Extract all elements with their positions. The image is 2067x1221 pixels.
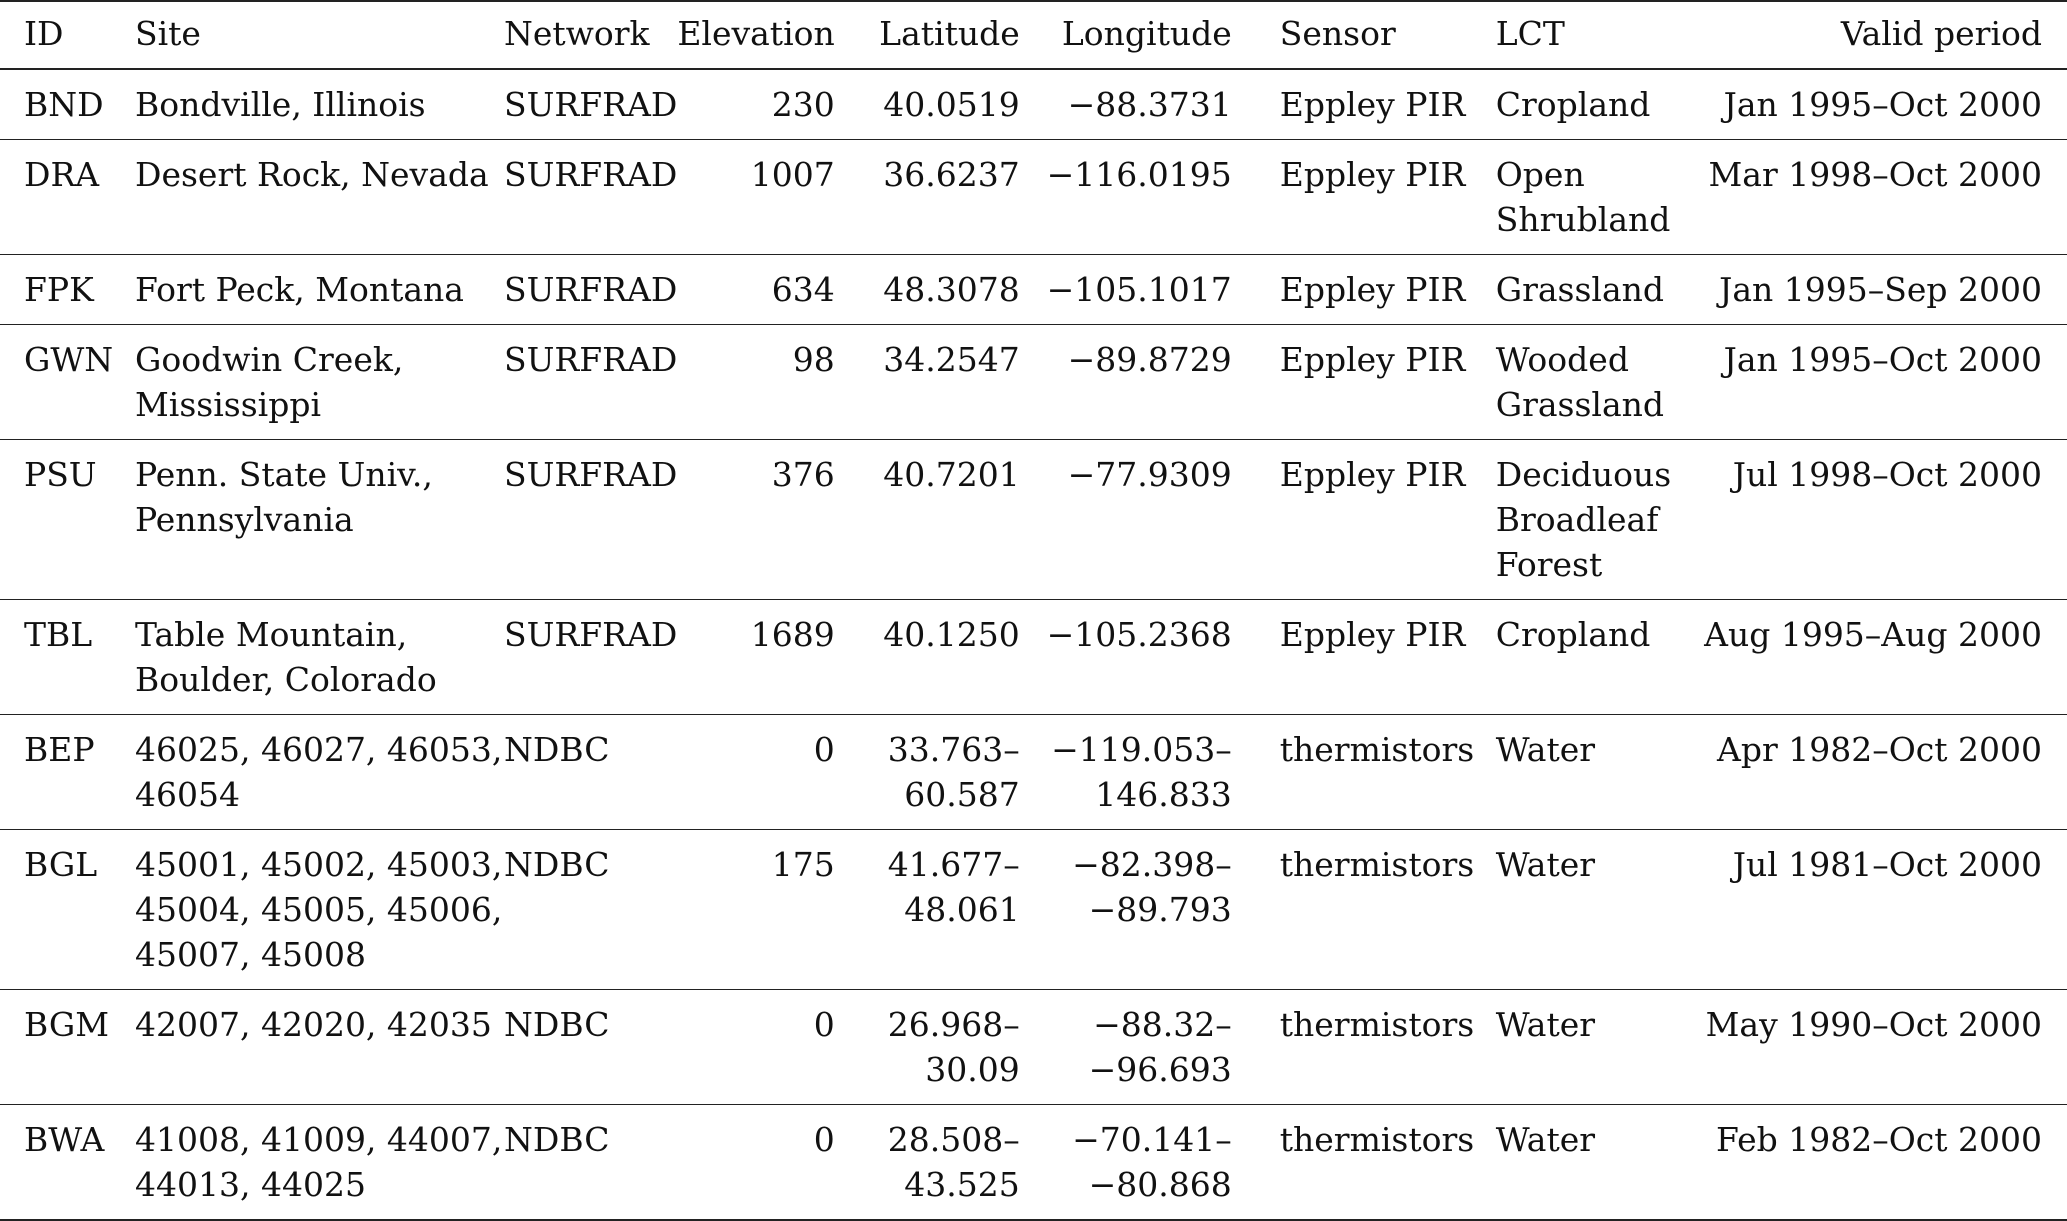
cell-latitude [835, 69, 1020, 140]
cell-site [135, 715, 504, 830]
cell-lct-line: Shrubland [1495, 200, 1671, 239]
cell-id: FPK [24, 270, 94, 309]
cell-id: BEP [24, 730, 95, 769]
cell-longitude-line: −96.693 [1088, 1050, 1232, 1089]
cell-id: BGL [24, 845, 98, 884]
cell-site-line: Desert Rock, Nevada [135, 155, 489, 194]
cell-latitude-line: 48.3078 [883, 270, 1020, 309]
cell-latitude [835, 440, 1020, 600]
cell-valid-period: May 1990–Oct 2000 [1705, 1005, 2042, 1044]
cell-lct-line: Open [1495, 155, 1585, 194]
cell-site [135, 255, 504, 325]
cell-latitude-line: 33.763– [887, 730, 1020, 769]
cell-site [135, 440, 504, 600]
cell-longitude-line: −105.2368 [1046, 615, 1232, 654]
cell-site-line: Boulder, Colorado [135, 660, 437, 699]
cell-sensor: Eppley PIR [1279, 340, 1466, 379]
cell-valid-period: Feb 1982–Oct 2000 [1716, 1120, 2042, 1159]
cell-latitude [835, 140, 1020, 255]
cell-lct-line: Water [1495, 730, 1596, 769]
cell-longitude [1020, 715, 1232, 830]
cell-longitude [1020, 255, 1232, 325]
cell-longitude-line: −88.3731 [1067, 85, 1232, 124]
cell-network: SURFRAD [504, 155, 678, 194]
cell-lct-line: Cropland [1495, 615, 1651, 654]
cell-latitude-line: 26.968– [887, 1005, 1020, 1044]
cell-lct [1496, 69, 1671, 140]
table-row [0, 255, 2067, 325]
cell-sensor: Eppley PIR [1279, 455, 1466, 494]
cell-id: BWA [24, 1120, 105, 1159]
table-body [0, 69, 2067, 1220]
cell-lct [1496, 325, 1671, 440]
cell-longitude-line: −77.9309 [1067, 455, 1232, 494]
cell-latitude-line: 40.0519 [883, 85, 1020, 124]
cell-sensor: thermistors [1279, 1005, 1475, 1044]
cell-longitude-line: −89.8729 [1067, 340, 1232, 379]
cell-id: TBL [24, 615, 93, 654]
cell-latitude-line: 40.1250 [883, 615, 1020, 654]
table-row [0, 140, 2067, 255]
cell-longitude-line: −105.1017 [1046, 270, 1232, 309]
cell-site [135, 1105, 504, 1221]
cell-lct-line: Water [1495, 845, 1596, 884]
header-row [0, 1, 2067, 69]
cell-latitude [835, 600, 1020, 715]
header-valid-period: Valid period [1840, 14, 2042, 53]
cell-longitude-line: −80.868 [1088, 1165, 1232, 1204]
cell-lct [1496, 600, 1671, 715]
cell-site-line: 46054 [135, 775, 240, 814]
cell-lct [1496, 140, 1671, 255]
cell-lct-line: Grassland [1495, 270, 1665, 309]
cell-longitude [1020, 69, 1232, 140]
cell-sensor: Eppley PIR [1279, 155, 1466, 194]
cell-site [135, 140, 504, 255]
cell-longitude-line: −89.793 [1088, 890, 1232, 929]
cell-id: PSU [24, 455, 97, 494]
cell-lct-line: Wooded [1495, 340, 1629, 379]
header-longitude: Longitude [1061, 14, 1232, 53]
cell-site-line: Penn. State Univ., [135, 455, 433, 494]
table-row [0, 990, 2067, 1105]
cell-id: GWN [24, 340, 114, 379]
cell-latitude-line: 41.677– [887, 845, 1020, 884]
cell-longitude-line: −116.0195 [1046, 155, 1232, 194]
cell-valid-period: Jul 1981–Oct 2000 [1732, 845, 2042, 884]
cell-site [135, 830, 504, 990]
cell-longitude [1020, 600, 1232, 715]
cell-latitude-line: 36.6237 [883, 155, 1020, 194]
cell-network: SURFRAD [504, 340, 678, 379]
cell-site-line: Pennsylvania [135, 500, 354, 539]
cell-site-line: Table Mountain, [135, 615, 408, 654]
cell-lct [1496, 255, 1671, 325]
header-network: Network [504, 14, 650, 53]
cell-valid-period: Aug 1995–Aug 2000 [1704, 615, 2042, 654]
cell-longitude [1020, 325, 1232, 440]
cell-site [135, 990, 504, 1105]
cell-sensor: Eppley PIR [1279, 85, 1466, 124]
cell-network: NDBC [504, 730, 610, 769]
cell-lct-line: Grassland [1495, 385, 1665, 424]
cell-valid-period: Mar 1998–Oct 2000 [1708, 155, 2042, 194]
cell-longitude [1020, 830, 1232, 990]
cell-lct-line: Deciduous [1495, 455, 1672, 494]
cell-longitude-line: −82.398– [1072, 845, 1232, 884]
cell-site [135, 600, 504, 715]
cell-elevation: 0 [813, 1005, 835, 1044]
cell-longitude-line: −70.141– [1072, 1120, 1232, 1159]
cell-latitude-line: 43.525 [904, 1165, 1020, 1204]
cell-latitude-line: 40.7201 [883, 455, 1020, 494]
cell-network: NDBC [504, 845, 610, 884]
cell-latitude [835, 715, 1020, 830]
table-row [0, 830, 2067, 990]
cell-valid-period: Jan 1995–Sep 2000 [1719, 270, 2042, 309]
cell-elevation: 634 [771, 270, 835, 309]
cell-latitude [835, 990, 1020, 1105]
cell-site-line: 45001, 45002, 45003, [135, 845, 503, 884]
cell-longitude-line: −119.053– [1051, 730, 1232, 769]
cell-lct-line: Cropland [1495, 85, 1651, 124]
cell-longitude-line: −88.32– [1093, 1005, 1232, 1044]
cell-network: SURFRAD [504, 455, 678, 494]
cell-lct [1496, 1105, 1671, 1221]
cell-sensor: thermistors [1279, 845, 1475, 884]
cell-site-line: 42007, 42020, 42035 [135, 1005, 492, 1044]
cell-network: SURFRAD [504, 615, 678, 654]
header-latitude: Latitude [879, 14, 1020, 53]
cell-site-line: 41008, 41009, 44007, [135, 1120, 503, 1159]
cell-lct [1496, 990, 1671, 1105]
cell-site-line: Mississippi [135, 385, 321, 424]
cell-site-line: 45007, 45008 [135, 935, 366, 974]
cell-sensor: Eppley PIR [1279, 270, 1466, 309]
table-row [0, 325, 2067, 440]
cell-elevation: 1689 [750, 615, 835, 654]
cell-network: SURFRAD [504, 270, 678, 309]
cell-longitude [1020, 140, 1232, 255]
cell-sensor: Eppley PIR [1279, 615, 1466, 654]
header-sensor: Sensor [1279, 14, 1396, 53]
cell-valid-period: Jul 1998–Oct 2000 [1732, 455, 2042, 494]
cell-longitude-line: 146.833 [1095, 775, 1232, 814]
header-id: ID [24, 14, 64, 53]
cell-latitude [835, 830, 1020, 990]
cell-lct-line: Water [1495, 1005, 1596, 1044]
table-row [0, 715, 2067, 830]
cell-site-line: 46025, 46027, 46053, [135, 730, 503, 769]
cell-network: SURFRAD [504, 85, 678, 124]
cell-longitude [1020, 1105, 1232, 1221]
cell-site-line: Bondville, Illinois [135, 85, 426, 124]
cell-latitude-line: 28.508– [887, 1120, 1020, 1159]
cell-lct [1496, 830, 1671, 990]
cell-elevation: 175 [771, 845, 835, 884]
cell-elevation: 230 [771, 85, 835, 124]
cell-id: BGM [24, 1005, 110, 1044]
cell-elevation: 1007 [750, 155, 835, 194]
cell-lct-line: Water [1495, 1120, 1596, 1159]
cell-network: NDBC [504, 1005, 610, 1044]
cell-elevation: 0 [813, 1120, 835, 1159]
table-row [0, 1105, 2067, 1221]
cell-site [135, 69, 504, 140]
cell-lct [1496, 440, 1671, 600]
table-header [0, 1, 2067, 69]
cell-valid-period: Jan 1995–Oct 2000 [1723, 340, 2042, 379]
table-row [0, 440, 2067, 600]
header-elevation: Elevation [677, 14, 835, 53]
cell-valid-period: Apr 1982–Oct 2000 [1717, 730, 2042, 769]
cell-lct-line: Forest [1495, 545, 1603, 584]
cell-longitude [1020, 990, 1232, 1105]
cell-latitude-line: 30.09 [925, 1050, 1020, 1089]
cell-network: NDBC [504, 1120, 610, 1159]
cell-elevation: 376 [771, 455, 835, 494]
cell-id: DRA [24, 155, 100, 194]
cell-id: BND [24, 85, 104, 124]
cell-sensor: thermistors [1279, 730, 1475, 769]
header-lct: LCT [1495, 14, 1565, 53]
cell-elevation: 98 [792, 340, 835, 379]
cell-site-line: 45004, 45005, 45006, [135, 890, 503, 929]
table-row [0, 69, 2067, 140]
cell-longitude [1020, 440, 1232, 600]
cell-valid-period: Jan 1995–Oct 2000 [1723, 85, 2042, 124]
cell-latitude-line: 60.587 [904, 775, 1020, 814]
cell-site [135, 325, 504, 440]
cell-sensor: thermistors [1279, 1120, 1475, 1159]
cell-lct-line: Broadleaf [1495, 500, 1659, 539]
cell-site-line: Goodwin Creek, [135, 340, 404, 379]
header-site: Site [135, 14, 201, 53]
table-row [0, 600, 2067, 715]
cell-site-line: 44013, 44025 [135, 1165, 366, 1204]
cell-latitude [835, 325, 1020, 440]
cell-lct [1496, 715, 1671, 830]
cell-latitude [835, 255, 1020, 325]
cell-latitude-line: 48.061 [904, 890, 1020, 929]
cell-elevation: 0 [813, 730, 835, 769]
cell-latitude-line: 34.2547 [883, 340, 1020, 379]
cell-latitude [835, 1105, 1020, 1221]
cell-site-line: Fort Peck, Montana [135, 270, 464, 309]
